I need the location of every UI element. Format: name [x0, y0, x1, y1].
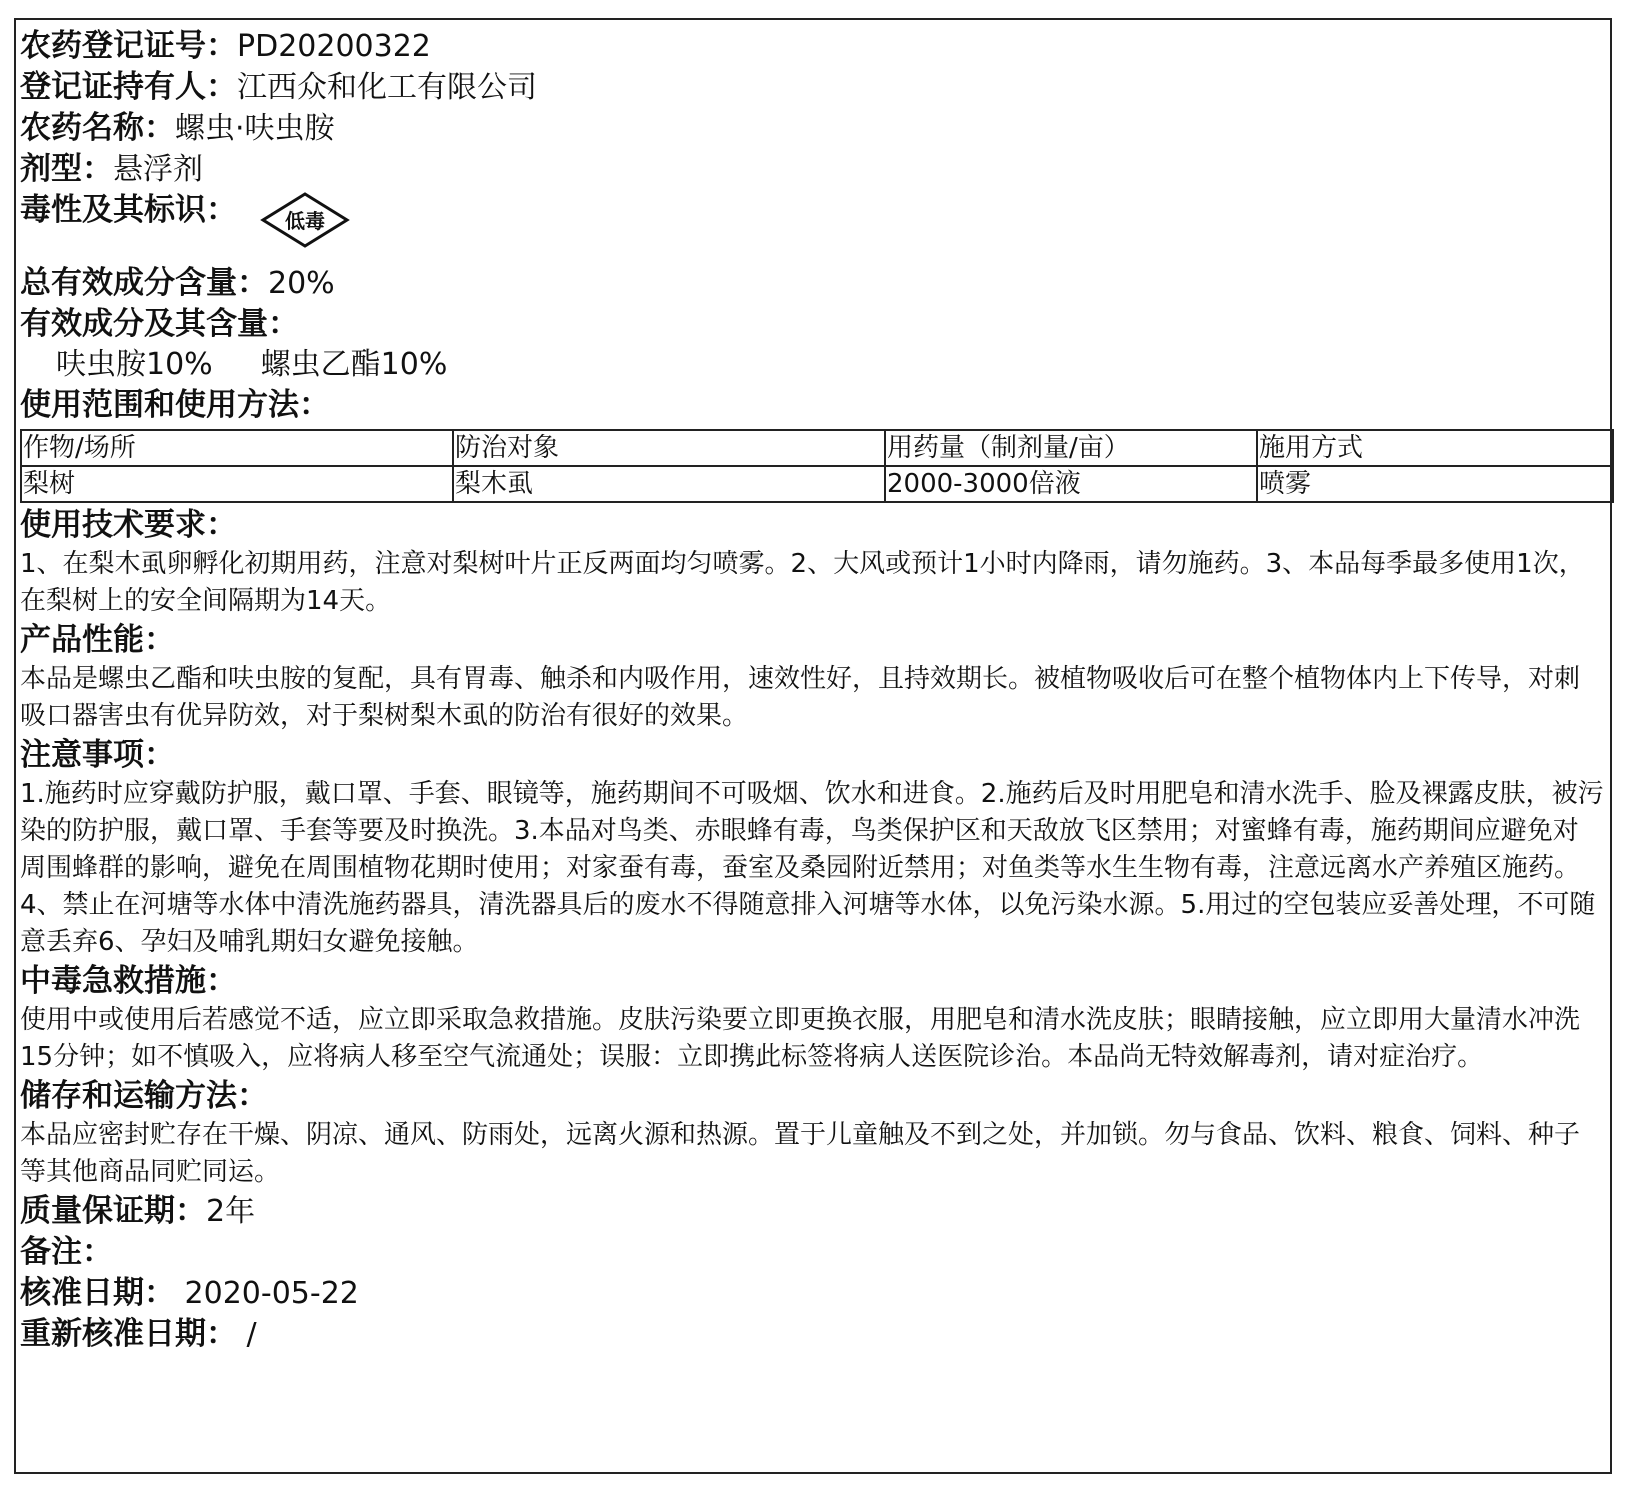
table-header-cell: 防治对象 [453, 430, 885, 466]
pesticide-label-card [14, 18, 1612, 1474]
storage-text: 本品应密封贮存在干燥、阴凉、通风、防雨处，远离火源和热源。置于儿童触及不到之处，并加锁。勿与食品、饮料、粮食、饲料、种子等其他商品同贮同运。 [20, 1120, 1581, 1187]
reapproval-date-label: 重新核准日期： [20, 1316, 237, 1352]
formulation-label: 剂型： [20, 151, 113, 187]
holder-value: 江西众和化工有限公司 [237, 70, 537, 105]
formulation-row [20, 149, 1606, 190]
total-content-label: 总有效成分含量： [20, 265, 268, 301]
ingredient-item: 螺虫乙酯10% [260, 347, 448, 382]
table-cell: 梨树 [21, 466, 453, 502]
shelf-life-row [20, 1191, 1606, 1232]
formulation-value: 悬浮剂 [113, 152, 203, 187]
precautions-text: 1.施药时应穿戴防护服，戴口罩、手套、眼镜等，施药期间不可吸烟、饮水和进食。2.施药后及时用肥皂和清水洗手、脸及裸露皮肤，被污染的防护服，戴口罩、手套等要及时换洗。3.本品对鸟类、赤眼蜂有毒，鸟类保护区和天敌放飞区禁用；对蜜蜂有毒，施药期间应避免对周围蜂群的影响，避免在周围植物花期时使用；对家蚕有毒，蚕室及桑园附近禁用；对鱼类等水生生物有毒，注意远离水产养殖区施药。4、禁止在河塘等水体中清洗施药器具，清洗器具后的废水不得随意排入河塘等水体，以免污染水源。5.用过的空包装应妥善处理，不可随意丢弃6、孕妇及哺乳期妇女避免接触。 [20, 779, 1604, 957]
ingredient-item: 呋虫胺10% [56, 347, 213, 382]
reg-no-label: 农药登记证号： [20, 28, 237, 64]
usage-table [20, 429, 1614, 503]
shelf-life-label: 质量保证期： [20, 1193, 206, 1229]
holder-label: 登记证持有人： [20, 69, 237, 105]
name-row [20, 108, 1606, 149]
first-aid-row [20, 961, 1606, 1002]
table-header-cell: 用药量（制剂量/亩） [885, 430, 1257, 466]
ingredients-row [20, 304, 1606, 345]
remarks-label: 备注： [20, 1234, 113, 1270]
shelf-life-value: 2年 [206, 1194, 256, 1229]
reapproval-date-row [20, 1314, 1606, 1355]
total-content-value: 20% [268, 266, 335, 301]
reg-no-value: PD20200322 [237, 29, 431, 64]
tech-row [20, 505, 1606, 546]
precautions-label: 注意事项： [20, 737, 175, 773]
toxicity-badge-text: 低毒 [285, 209, 325, 233]
usage-row [20, 385, 1606, 426]
low-toxicity-diamond-icon [259, 192, 351, 248]
performance-row [20, 620, 1606, 661]
approval-date-row [20, 1273, 1606, 1314]
first-aid-text: 使用中或使用后若感觉不适，应立即采取急救措施。皮肤污染要立即更换衣服，用肥皂和清水洗皮肤；眼睛接触，应立即用大量清水冲洗15分钟；如不慎吸入，应将病人移至空气流通处；误服：立即携此标签将病人送医院诊治。本品尚无特效解毒剂，请对症治疗。 [20, 1005, 1581, 1072]
remarks-row [20, 1232, 1606, 1273]
name-label: 农药名称： [20, 110, 175, 146]
usage-label: 使用范围和使用方法： [20, 387, 330, 423]
storage-label: 储存和运输方法： [20, 1078, 268, 1114]
toxicity-label: 毒性及其标识： [20, 192, 237, 228]
table-header-cell: 施用方式 [1257, 430, 1613, 466]
table-header-row [21, 430, 1613, 466]
total-content-row [20, 263, 1606, 304]
ingredients-label: 有效成分及其含量： [20, 306, 299, 342]
tech-label: 使用技术要求： [20, 507, 237, 543]
ingredients-list [20, 345, 1606, 385]
table-cell: 喷雾 [1257, 466, 1613, 502]
first-aid-label: 中毒急救措施： [20, 963, 237, 999]
reapproval-date-value: / [246, 1317, 257, 1352]
performance-label: 产品性能： [20, 622, 175, 658]
tech-text: 1、在梨木虱卵孵化初期用药，注意对梨树叶片正反两面均匀喷雾。2、大风或预计1小时内降雨，请勿施药。3、本品每季最多使用1次，在梨树上的安全间隔期为14天。 [20, 549, 1585, 616]
precautions-row [20, 735, 1606, 776]
reg-no-row [20, 26, 1606, 67]
performance-text: 本品是螺虫乙酯和呋虫胺的复配，具有胃毒、触杀和内吸作用，速效性好，且持效期长。被植物吸收后可在整个植物体内上下传导，对刺吸口器害虫有优异防效，对于梨树梨木虱的防治有很好的效果。 [20, 664, 1581, 731]
storage-row [20, 1076, 1606, 1117]
holder-row [20, 67, 1606, 108]
table-header-cell: 作物/场所 [21, 430, 453, 466]
table-cell: 梨木虱 [453, 466, 885, 502]
approval-date-label: 核准日期： [20, 1275, 175, 1311]
approval-date-value: 2020-05-22 [184, 1276, 359, 1311]
table-cell: 2000-3000倍液 [885, 466, 1257, 502]
table-row [21, 466, 1613, 502]
toxicity-row [20, 190, 1606, 263]
name-value: 螺虫·呋虫胺 [175, 111, 335, 146]
